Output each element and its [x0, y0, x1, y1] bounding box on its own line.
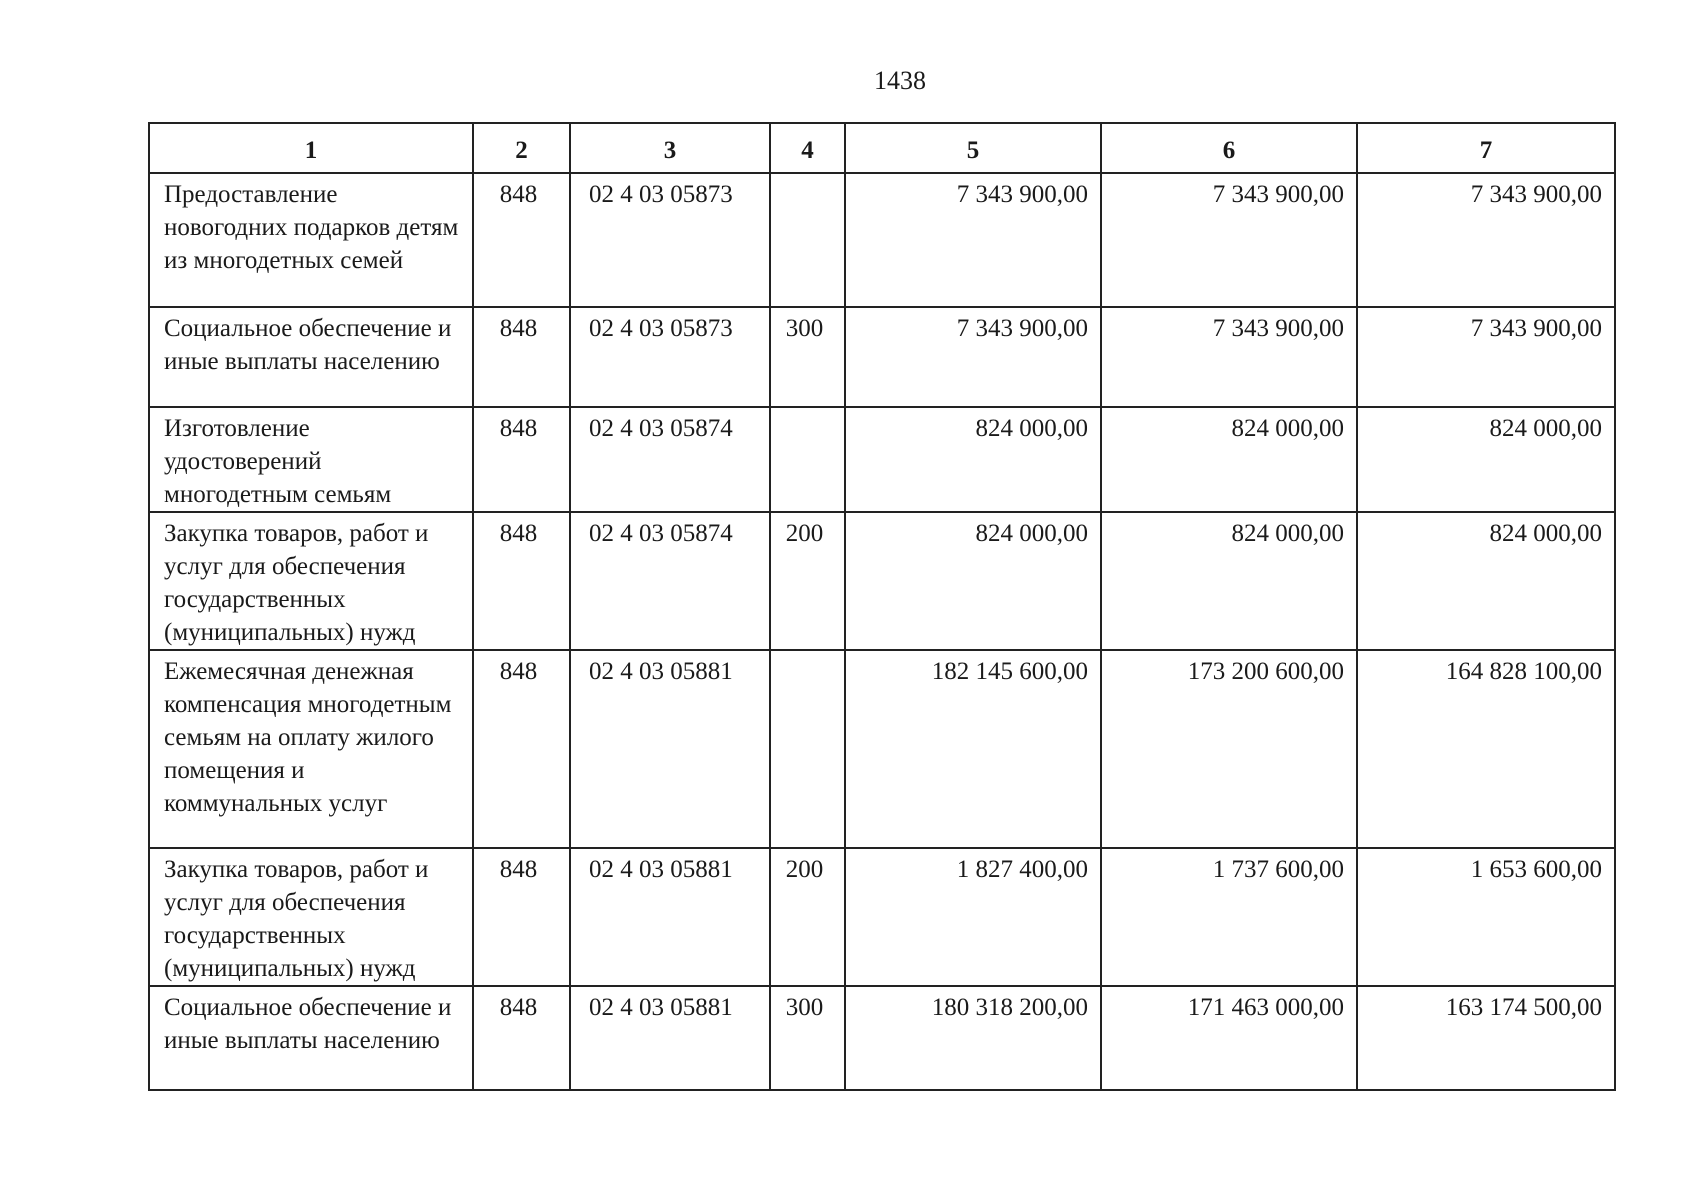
amount-col-7: 824 000,00	[1357, 407, 1615, 512]
amount-col-6: 173 200 600,00	[1101, 650, 1357, 848]
amount-col-7: 164 828 100,00	[1357, 650, 1615, 848]
expense-type-code	[770, 407, 845, 512]
ministry-code: 848	[473, 986, 570, 1090]
amount-col-7: 824 000,00	[1357, 512, 1615, 650]
amount-col-7: 1 653 600,00	[1357, 848, 1615, 986]
expense-type-code	[770, 173, 845, 307]
target-article-code: 02 4 03 05881	[570, 848, 770, 986]
expense-type-code: 300	[770, 986, 845, 1090]
amount-col-6: 7 343 900,00	[1101, 173, 1357, 307]
amount-col-5: 824 000,00	[845, 512, 1101, 650]
table-row	[149, 307, 1615, 407]
expense-name: Изготовление удостоверений многодетным семьям	[149, 407, 473, 512]
amount-col-6: 824 000,00	[1101, 407, 1357, 512]
column-header-4: 4	[770, 123, 845, 173]
amount-col-5: 1 827 400,00	[845, 848, 1101, 986]
column-header-3: 3	[570, 123, 770, 173]
amount-col-5: 7 343 900,00	[845, 307, 1101, 407]
table-row	[149, 650, 1615, 848]
expense-type-code: 300	[770, 307, 845, 407]
expense-name: Закупка товаров, работ и услуг для обеспечения государственных (муниципальных) нужд	[149, 848, 473, 986]
expense-name: Социальное обеспечение и иные выплаты населению	[149, 307, 473, 407]
amount-col-5: 7 343 900,00	[845, 173, 1101, 307]
column-header-6: 6	[1101, 123, 1357, 173]
column-header-1: 1	[149, 123, 473, 173]
expense-type-code	[770, 650, 845, 848]
target-article-code: 02 4 03 05873	[570, 307, 770, 407]
expense-type-code: 200	[770, 848, 845, 986]
budget-table	[148, 122, 1616, 1091]
expense-type-code: 200	[770, 512, 845, 650]
amount-col-6: 1 737 600,00	[1101, 848, 1357, 986]
amount-col-6: 7 343 900,00	[1101, 307, 1357, 407]
amount-col-6: 171 463 000,00	[1101, 986, 1357, 1090]
target-article-code: 02 4 03 05881	[570, 650, 770, 848]
expense-name: Предоставление новогодних подарков детям из многодетных семей	[149, 173, 473, 307]
amount-col-5: 182 145 600,00	[845, 650, 1101, 848]
amount-col-7: 163 174 500,00	[1357, 986, 1615, 1090]
amount-col-6: 824 000,00	[1101, 512, 1357, 650]
amount-col-7: 7 343 900,00	[1357, 307, 1615, 407]
column-header-5: 5	[845, 123, 1101, 173]
amount-col-5: 824 000,00	[845, 407, 1101, 512]
table-row	[149, 512, 1615, 650]
column-header-7: 7	[1357, 123, 1615, 173]
header-row	[149, 123, 1615, 173]
expense-name: Социальное обеспечение и иные выплаты населению	[149, 986, 473, 1090]
ministry-code: 848	[473, 407, 570, 512]
target-article-code: 02 4 03 05881	[570, 986, 770, 1090]
ministry-code: 848	[473, 650, 570, 848]
expense-name: Закупка товаров, работ и услуг для обеспечения государственных (муниципальных) нужд	[149, 512, 473, 650]
amount-col-7: 7 343 900,00	[1357, 173, 1615, 307]
table-row	[149, 986, 1615, 1090]
table-row	[149, 173, 1615, 307]
target-article-code: 02 4 03 05874	[570, 407, 770, 512]
ministry-code: 848	[473, 307, 570, 407]
expense-name: Ежемесячная денежная компенсация многодетным семьям на оплату жилого помещения и коммунальных услуг	[149, 650, 473, 848]
table-row	[149, 848, 1615, 986]
ministry-code: 848	[473, 512, 570, 650]
ministry-code: 848	[473, 173, 570, 307]
target-article-code: 02 4 03 05874	[570, 512, 770, 650]
target-article-code: 02 4 03 05873	[570, 173, 770, 307]
column-header-2: 2	[473, 123, 570, 173]
amount-col-5: 180 318 200,00	[845, 986, 1101, 1090]
table-row	[149, 407, 1615, 512]
page-number: 1438	[874, 66, 926, 95]
ministry-code: 848	[473, 848, 570, 986]
